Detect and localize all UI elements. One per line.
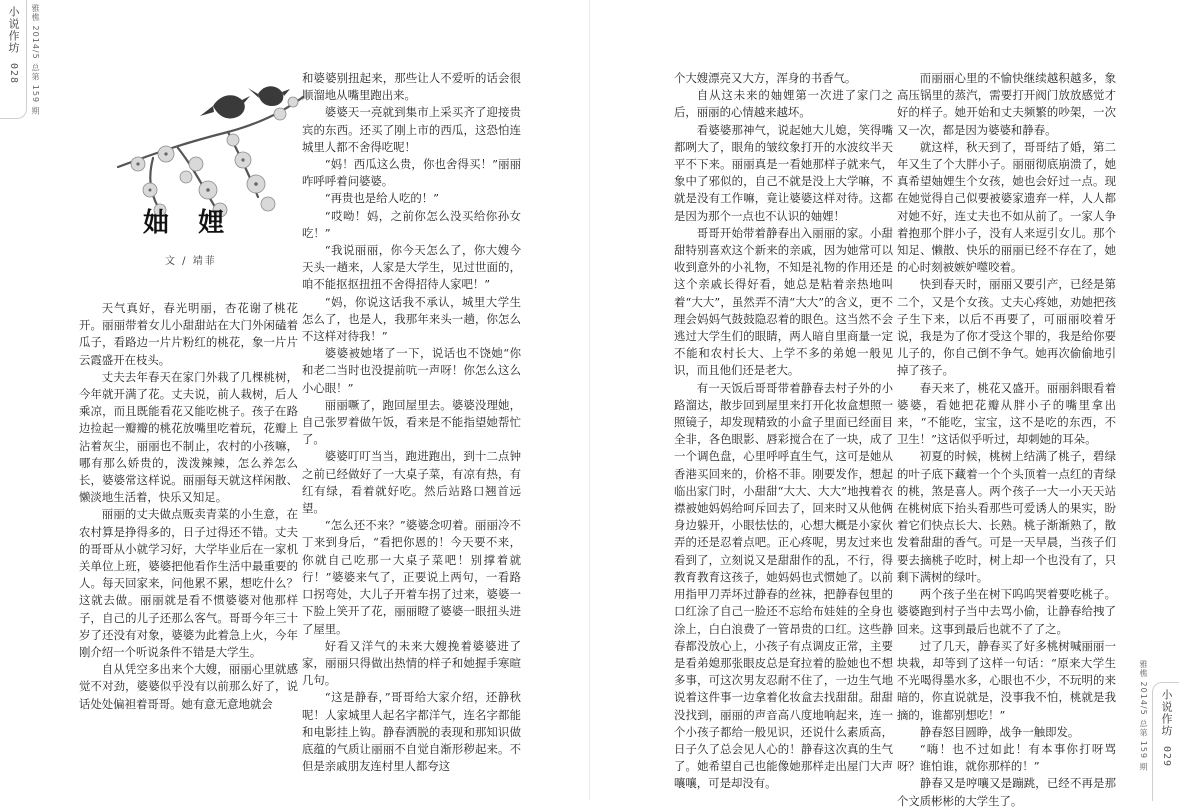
article-title: 妯 娌 — [143, 208, 235, 238]
paragraph: 丈夫去年春天在家门外栽了几棵桃树，今年就开满了花。丈夫说，前人栽树，后人乘凉，而且既能看花又能吃桃子。孩子在路边捡起一瓣瓣的桃花放嘴里吃着玩，花瓣上沾着灰尘，丽丽也不制止，农村的小孩嘛，哪有那么娇贵的，泼泼辣辣，怎么养怎么长，婆婆常这样说。丽丽每天就这样闲散、懒淡地生活着，快乐又知足。 — [79, 369, 298, 505]
paragraph: 快到春天时，丽丽又要引产，已经是第二个，又是个女孩。丈夫心疼她，劝她把孩子生下来，以后不再要了，可丽丽咬着牙说，我是为了你才受这个罪的，我是给你要儿子的，你自己倒不争气。她再次偷偷地引掉了孩子。 — [897, 277, 1116, 378]
paragraph: 静春又是哼嚷又是蹦跳，已经不再是那个文质彬彬的大学生了。 — [897, 776, 1116, 808]
paragraph: “妈！西瓜这么贵，你也舍得买！”丽丽咋呼呼着问婆婆。 — [302, 157, 521, 189]
section-name-left: 小说作坊 — [7, 6, 20, 54]
paragraph: 和婆婆别扭起来，那些让人不爱听的话会很顺溜地从嘴里跑出来。 — [302, 71, 521, 103]
paragraph: “再贵也是给人吃的！” — [324, 191, 439, 206]
paragraph: 有一天饭后哥哥带着静春去村子外的小路溜达，散步回到屋里来打开化妆盒想照一照镜子，却发现精致的小盒子里面已经面目全非，各色眼影、唇彩搅合在了一块，成了一个调色盘，心里呼呼直生气，这可是她从香港买回来的，价格不菲。刚要发作，想起临出家门时，小甜甜“大大、大大”地拽着衣襟被她妈妈给呵斥回去了，回来时又从他俩身边躲开，小眼怯怯的，心想大概是小家伙弄的还是忍着点吧。正心疼呢，男友过来也看到了，立刻说又是甜甜作的乱，不行，得教育教育这孩子，她妈妈也式惯她了。以前用指甲刀弄坏过静春的丝袜，把静春包里的口红涂了自己一脸还不忘给布娃娃的全身也涂上，白白浪费了一管昂贵的口红。这些静春都没放心上，小孩子有点调皮正常，主要是看弟媳那张眼皮总是耷拉着的脸她也不想多事，可这次男友忍耐不住了，一边生气地说着这件事一边拿着化妆盒去找甜甜。甜甜没找到，丽丽的声音高八度地响起来，连一个小孩子都给一般见识，还说什么素质高，日子久了总会见人心的！静春这次真的生气了。她希望自己也能像她那样走出屋门大声嚷嚷，可是却没有。 — [674, 380, 893, 791]
paragraph: 丽丽的丈夫做点贩卖青菜的小生意，在农村算是挣得多的，日子过得还不错。丈夫的哥哥从小就学习好，大学毕业后在一家机关单位上班，婆婆把他看作生活中最重要的人。每天回家来，问他累不累，想吃什么？这就去做。丽丽就是看不惯婆婆对他那样子，自己的儿子还那么客气。哥哥今年三十岁了还没有对象，婆婆为此着急上火，今年刚介绍一个听说条件不错是大学生。 — [79, 507, 298, 660]
paragraph: 丽丽噘了，跑回屋里去。婆婆没理她，自己张罗着做午饭，看来是不能指望她帮忙了。 — [302, 397, 521, 447]
issue-info-left: 雅樵 2014/5 总第 159 期 — [31, 4, 40, 116]
paragraph: 静春怒目圆睁，战争一触即发。 — [919, 724, 1080, 739]
paragraph: 过了几天，静春买了好多桃树喊丽丽一块栽，却等到了这样一句话：“原来大学生不光喝得墨水多，心眼也不少，不玩明的来暗的，你直说就是，没事我不怕，桃就是我摘的，谁都别想吃！” — [897, 638, 1116, 722]
paragraph: 两个孩子坐在树下呜呜哭着要吃桃子。婆婆跑到村子当中去骂小偷，让静春给拽了回来。这事到最后也就不了了之。 — [897, 587, 1116, 636]
page-number-right: 029 — [1161, 745, 1172, 767]
text-column-3 — [674, 70, 893, 791]
paragraph: “这是静春，”哥哥给大家介绍，还静秋呢！人家城里人起名字都洋气，连名字都能和电影挂上钩。静春洒脱的表现和那知识做底蕴的气质让丽丽不自觉自渐形秽起来。不但是亲戚朋友连村里人都夸这 — [302, 690, 521, 774]
paragraph: “我说丽丽，你今天怎么了，你大嫂今天头一趟来，人家是大学生，见过世面的，咱不能抠抠扭扭不舍得招待人家吧！” — [302, 243, 521, 292]
paragraph: 婆婆叮叮当当，跑进跑出，到十二点钟之前已经做好了一大桌子菜，有凉有热，有红有绿，看着就好吃。然后站路口翘首远望。 — [302, 449, 521, 516]
article-author: 文 / 靖菲 — [165, 256, 217, 267]
paragraph: 天气真好，春光明丽，杏花谢了桃花开。丽丽带着女儿小甜甜站在大门外闲磕着瓜子，看路边一片片粉红的桃花，象一片片云霞盛开在枝头。 — [79, 301, 298, 367]
paragraph: 好看又洋气的未来大嫂挽着婆婆进了家，丽丽只得做出热情的样子和她握手寒暄几句。 — [302, 638, 521, 688]
text-column-4 — [897, 70, 1116, 808]
paragraph: 而丽丽心里的不愉快继续越积越多，象高压锅里的蒸汽，需要打开阀门放放感觉才好的样子。她开始和丈夫频繁的吵架，一次又一次，都是因为婆婆和静春。 — [897, 71, 1116, 137]
paragraph: 春天来了，桃花又盛开。丽丽斜眼看着婆婆，看她把花瓣从胖小子的嘴里拿出来，“不能吃，宝宝，这不是吃的东西，不卫生！”这话似乎听过，却刺她的耳朵。 — [897, 380, 1116, 447]
paragraph: 婆婆天一亮就到集市上采买齐了迎接贵宾的东西。还买了刚上市的西瓜，这恐怕连城里人都不舍得吃呢！ — [302, 105, 521, 154]
paragraph: “怎么还不来？”婆婆念叨着。丽丽冷不丁来到身后，“看把你恩的！今天要不来，你就自己吃那一大桌子菜吧！别撑着就行！”婆婆来气了，正要说上两句，一看路口拐弯处，大儿子开着车拐了过来，婆婆一下脸上笑开了花，丽丽瞪了婆婆一眼扭头进了屋里。 — [302, 518, 521, 636]
paragraph: “哎呦！妈，之前你怎么没买给你孙女吃！” — [302, 208, 521, 240]
paragraph: “嗨！也不过如此！有本事你打呀骂呀？谁怕谁，就你那样的！” — [897, 741, 1116, 774]
paragraph: 个大嫂漂亮又大方，浑身的书香气。 — [674, 71, 857, 85]
paragraph: “妈，你说这话我不承认，城里大学生怎么了，也是人，我那年来头一趟，你怎么不这样对待我！” — [302, 294, 521, 344]
page-fold — [589, 0, 590, 800]
left-section-tab — [0, 0, 27, 119]
section-name-right: 小说作坊 — [1160, 689, 1173, 737]
paragraph: 就这样，秋天到了，哥哥结了婚，第二年又生了个大胖小子。丽丽彻底崩溃了，她真希望妯娌生个女孩，她也会好过一点。现在她觉得自己似要被婆家遗弃一样，人人都对她不好，连丈夫也不如从前了。一家人争着抱那个胖小子，没有人来逗引女儿。那个知足、懒散、快乐的丽丽已经不存在了，她的心时刻被嫉妒噬咬着。 — [897, 139, 1116, 275]
paragraph: 看婆婆那神气，说起她大儿媳，笑得嘴都咧大了，眼角的皱纹象打开的水波纹半天平不下来。丽丽真是一看她那样子就来气，象中了邪似的，自己不就是没上大学嘛，不就是没有工作嘛，竟让婆婆这样对待。这都是因为那个一点也不认识的妯娌！ — [674, 122, 893, 223]
paragraph: 婆婆被她堵了一下，说话也不饶她“你和老二当时也没提前吭一声呀！你怎么这么小心眼！” — [302, 346, 521, 395]
paragraph: 初夏的时候，桃树上结满了桃子，碧绿的叶子底下藏着一个个头顶着一点红的青绿的桃，煞是喜人。两个孩子一大一小天天站在桃树底下抬头看那些可爱诱人的果实，盼着它们快点长大、长熟。桃子渐渐熟了，散发着甜甜的香气。可是一天早晨，当孩子们要去摘桃子吃时，树上却一个也没有了，只剩下满树的绿叶。 — [897, 449, 1116, 584]
text-column-2 — [302, 70, 521, 774]
paragraph: 自从这未来的妯娌第一次进了家门之后，丽丽的心情越来越坏。 — [674, 88, 893, 120]
paragraph: 哥哥开始带着静春出入丽丽的家。小甜甜特别喜欢这个新来的亲戚，因为她常可以收到意外的小礼物，不知是礼物的作用还是这个亲戚长得好看，她总是粘着亲热地叫着“大大”，虽然弄不清“大大”的含义，更不理会妈妈气鼓鼓隐忍着的眼色。这当然不会逃过大学生们的眼睛，两人暗自里商量一定不能和农村长大、上学不多的弟媳一般见识，而且他们还是老大。 — [674, 225, 893, 378]
page-number-left: 028 — [8, 62, 19, 84]
right-section-tab — [1152, 682, 1179, 801]
paragraph: 自从凭空多出来个大嫂，丽丽心里就感觉不对劲，婆婆似乎没有以前那么好了，说话处处偏袒着哥哥。她有意无意地就会 — [79, 662, 298, 711]
text-column-1 — [79, 300, 298, 748]
left-tab-text — [0, 6, 26, 84]
issue-info-right: 雅樵 2014/5 总第 159 期 — [1139, 660, 1148, 772]
right-tab-text — [1153, 689, 1179, 767]
